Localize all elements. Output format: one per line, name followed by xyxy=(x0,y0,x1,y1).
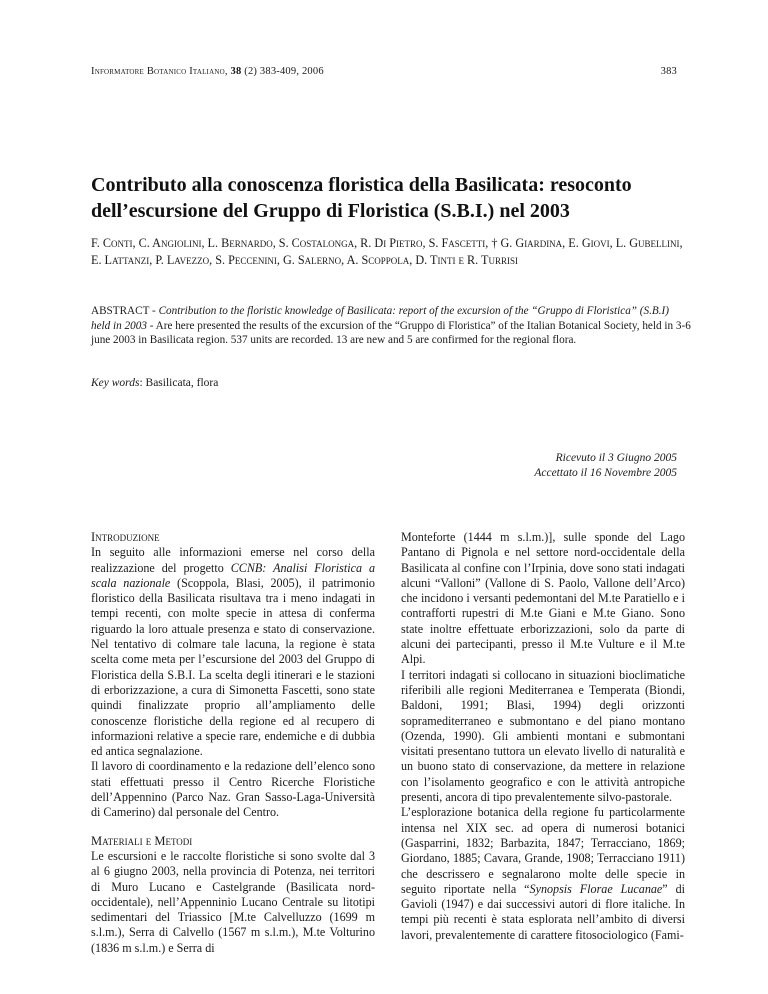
left-column xyxy=(91,530,375,956)
abstract-title: Contribution to the floristic knowledge of Basilicata: report of the excursion of the “Gruppo di Floristica” (S.B.I) held in 2003 xyxy=(91,305,670,332)
accepted-date: Accettato il 16 Novembre 2005 xyxy=(534,466,677,479)
intro-paragraph-2: Il lavoro di coordinamento e la redazione dell’elenco sono stati effettuati presso il Centro Ricerche Floristiche dell’Appennino (Parco Naz. Gran Sasso-Laga-Università di Camerino) dal personale del Centro. xyxy=(91,759,375,820)
abstract-text: - Are here presented the results of the excursion of the “Gruppo di Floristica” of the Italian Botanical Society, held in 3-6 june 2003 in Basilicata region. 537 units are recorded. 13 are new and 5 are confirmed for the regional flora. xyxy=(91,319,691,346)
page-number: 383 xyxy=(660,66,677,77)
abstract-label: ABSTRACT - xyxy=(91,305,156,317)
synopsis-title: Synopsis Florae Lucanae xyxy=(529,881,663,896)
author-list: F. Conti, C. Angiolini, L. Bernardo, S. Costalonga, R. Di Pietro, S. Fascetti, † G. Giardina, E. Giovi, L. Gubellini, E. Lattanzi, P. Lavezzo, S. Peccenini, G. Salerno, A. Scoppola, D. Tinti e R. Turrisi xyxy=(91,236,683,267)
volume-number: 38 xyxy=(230,66,242,77)
right-paragraph-1: Monteforte (1444 m s.l.m.)], sulle sponde del Lago Pantano di Pignola e nel settore nord-occidentale della Basilicata al confine con l’Irpinia, dove sono stati indagati alcuni “Valloni” (Vallone di S. Paolo, Vallone dell’Arco) che incidono i versanti pedemontani del M.te Paratiello e i contrafforti rupestri di M.te Giani e M.te Giano. Sono state inoltre effettuate erborizzazioni, solo da parte di alcuni dei partecipanti, presso il M.te Vulture e il M.te Alpi. xyxy=(401,530,685,667)
intro-heading: Introduzione xyxy=(91,530,160,544)
project-title: CCNB: Analisi Floristica a scala nazionale xyxy=(91,560,375,590)
keywords-value: : Basilicata, flora xyxy=(139,377,219,389)
methods-paragraph-1: Le escursioni e le raccolte floristiche si sono svolte dal 3 al 6 giugno 2003, nella provincia di Potenza, nei territori di Muro Lucano e Castelgrande (Basilicata nord-occidentale), nell’Appenninio Lucano Centrale su litotipi sedimentari del Triassico [M.te Calvelluzzo (1699 m s.l.m.), Serra di Calvello (1567 m s.l.m.), M.te Volturino (1836 m s.l.m.) e Serra di xyxy=(91,848,375,955)
intro-paragraph-1 xyxy=(91,545,375,759)
abstract xyxy=(91,304,691,348)
right-paragraph-3 xyxy=(401,805,685,943)
right-column xyxy=(401,530,685,943)
journal-citation xyxy=(91,66,324,77)
journal-name: Informatore Botanico Italiano, xyxy=(91,66,228,77)
keywords xyxy=(91,377,218,389)
intro-text-b: (Scoppola, Blasi, 2005), il patrimonio floristico della Basilicata risultava tra i meno indagati in tempi recenti, con molte specie in attesa di conferma riguardo la loro attuale presenza e stato di conservazione. Nel tentativo di colmare tale lacuna, la regione è stata scelta come meta per l’escursione del 2003 del Gruppo di Floristica della S.B.I. La scelta degli itinerari e le stazioni di erborizzazione, a cura di Simonetta Fascetti, sono state quindi finalizzate proprio all’ampliamento delle conoscenze floristiche della regione ed al recupero di informazioni relative a specie rare, endemiche e di dubbia ed antica segnalazione. xyxy=(91,575,375,759)
intro-text-a: In seguito alle informazioni emerse nel corso della realizzazione del progetto xyxy=(91,545,375,575)
received-date: Ricevuto il 3 Giugno 2005 xyxy=(555,452,677,464)
methods-heading: Materiali e Metodi xyxy=(91,833,193,848)
submission-dates xyxy=(534,451,677,480)
history-text-b: ” di Gavioli (1947) e dai successivi autori di flore italiche. In tempi più recenti è stata esplorata nell’ambito di diversi lavori, prevalentemente di carattere fitosociologico (Fami- xyxy=(401,881,685,942)
keywords-label: Key words xyxy=(91,377,140,389)
article-title: Contributo alla conoscenza floristica della Basilicata: resoconto dell’escursione del Gruppo di Floristica (S.B.I.) nel 2003 xyxy=(91,174,632,222)
issue-pages: (2) 383-409, 2006 xyxy=(244,66,324,77)
history-text-a: L’esplorazione botanica della regione fu particolarmente intensa nel XIX sec. ad opera di numerosi botanici (Gasparrini, 1832; Barbazita, 1847; Terracciano, 1869; Giordano, 1885; Cavara, Grande, 1908; Terracciano 1911) che descrissero e segnalarono molte delle specie in seguito riportate nella “ xyxy=(401,805,685,896)
right-paragraph-2: I territori indagati si collocano in situazioni bioclimatiche riferibili alle regioni Mediterranea e Temperata (Biondi, Baldoni, 1991; Blasi, 1994) degli orizzonti sopramediterraneo e submontano e del piano montano (Ozenda, 1990). Gli ambienti montani e submontani visitati presentano tuttora un elevato livello di naturalità e un buono stato di conservazione, da mettere in relazione con l’isolamento geografico e con le attività antropiche presenti, ancora di tipo prevalentemente silvo-pastorale. xyxy=(401,667,685,805)
